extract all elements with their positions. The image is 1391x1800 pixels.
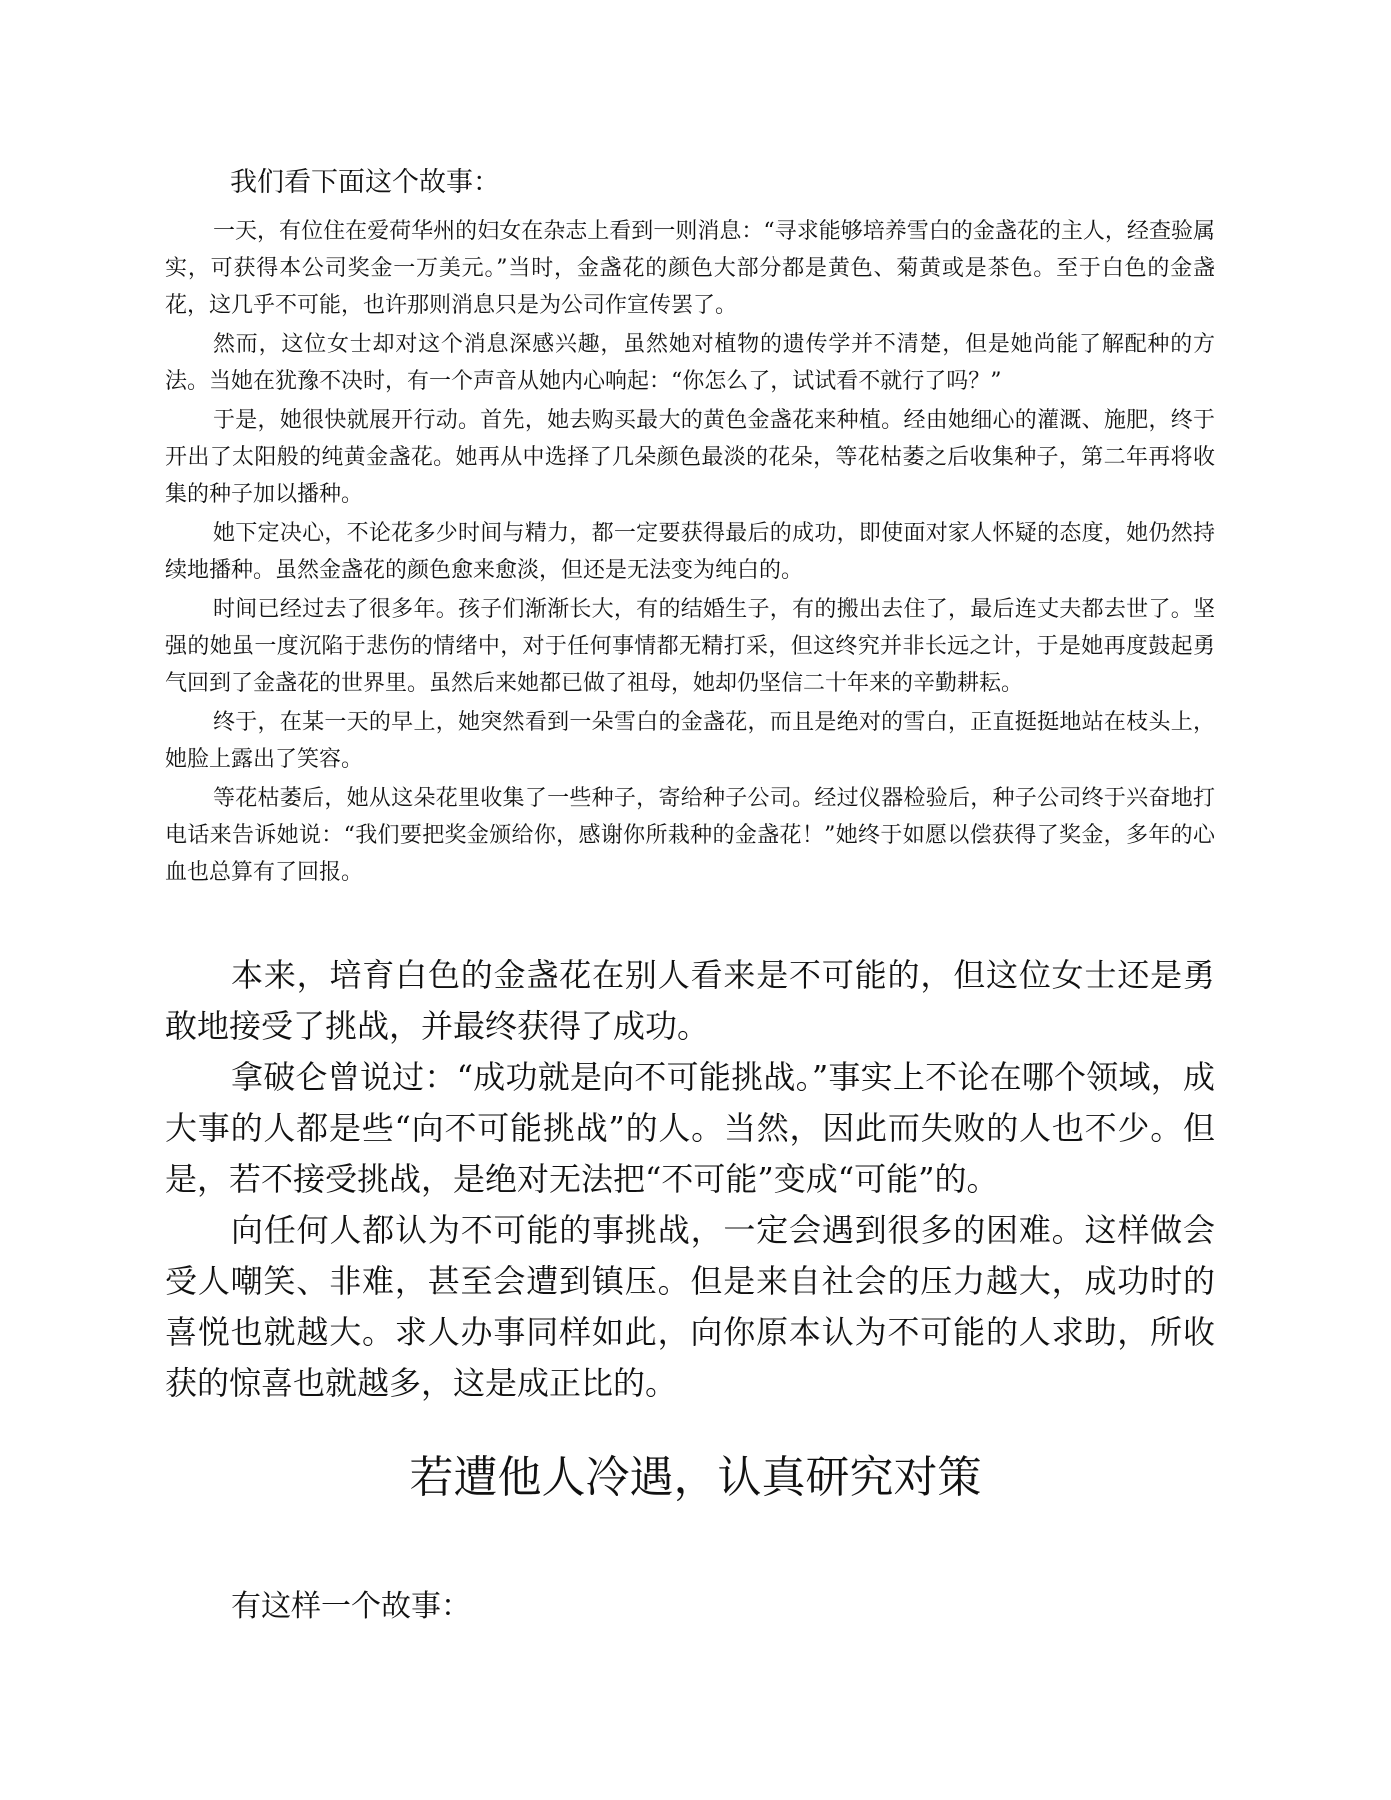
essay-section <box>165 950 1215 1409</box>
story-paragraph: 等花枯萎后，她从这朵花里收集了一些种子，寄给种子公司。经过仪器检验后，种子公司终于兴奋地打电话来告诉她说：“我们要把奖金颁给你，感谢你所栽种的金盏花！”她终于如愿以偿获得了奖金，多年的心血也总算有了回报。 <box>165 786 1215 885</box>
story-section <box>165 213 1215 893</box>
essay-paragraph: 向任何人都认为不可能的事挑战，一定会遇到很多的困难。这样做会受人嘲笑、非难，甚至会遭到镇压。但是来自社会的压力越大，成功时的喜悦也就越大。求人办事同样如此，向你原本认为不可能的人求助，所收获的惊喜也就越多，这是成正比的。 <box>165 1211 1215 1402</box>
story-paragraph: 一天，有位住在爱荷华州的妇女在杂志上看到一则消息：“寻求能够培养雪白的金盏花的主人，经查验属实，可获得本公司奖金一万美元。”当时，金盏花的颜色大部分都是黄色、菊黄或是茶色。至于白色的金盏花，这几乎不可能，也许那则消息只是为公司作宣传罢了。 <box>165 219 1215 318</box>
story-paragraph: 然而，这位女士却对这个消息深感兴趣，虽然她对植物的遗传学并不清楚，但是她尚能了解配种的方法。当她在犹豫不决时，有一个声音从她内心响起：“你怎么了，试试看不就行了吗？” <box>165 332 1215 394</box>
essay-paragraph: 本来，培育白色的金盏花在别人看来是不可能的，但这位女士还是勇敢地接受了挑战，并最终获得了成功。 <box>165 956 1215 1045</box>
story-paragraph: 她下定决心，不论花多少时间与精力，都一定要获得最后的成功，即使面对家人怀疑的态度，她仍然持续地播种。虽然金盏花的颜色愈来愈淡，但还是无法变为纯白的。 <box>165 521 1215 583</box>
story-paragraph: 于是，她很快就展开行动。首先，她去购买最大的黄色金盏花来种植。经由她细心的灌溉、施肥，终于开出了太阳般的纯黄金盏花。她再从中选择了几朵颜色最淡的花朵，等花枯萎之后收集种子，第二年再将收集的种子加以播种。 <box>165 408 1215 507</box>
essay-paragraph: 拿破仑曾说过：“成功就是向不可能挑战。”事实上不论在哪个领域，成大事的人都是些“向不可能挑战”的人。当然，因此而失败的人也不少。但是，若不接受挑战，是绝对无法把“不可能”变成“可能”的。 <box>165 1058 1215 1198</box>
story-paragraph: 时间已经过去了很多年。孩子们渐渐长大，有的结婚生子，有的搬出去住了，最后连丈夫都去世了。坚强的她虽一度沉陷于悲伤的情绪中，对于任何事情都无精打采，但这终究并非长远之计，于是她再度鼓起勇气回到了金盏花的世界里。虽然后来她都已做了祖母，她却仍坚信二十年来的辛勤耕耘。 <box>165 597 1215 696</box>
section-heading: 若遭他人冷遇，认真研究对策 <box>409 1452 982 1503</box>
intro-line: 我们看下面这个故事： <box>230 167 500 198</box>
story-paragraph: 终于，在某一天的早上，她突然看到一朵雪白的金盏花，而且是绝对的雪白，正直挺挺地站在枝头上，她脸上露出了笑容。 <box>165 710 1215 772</box>
next-story-intro: 有这样一个故事： <box>231 1589 471 1624</box>
